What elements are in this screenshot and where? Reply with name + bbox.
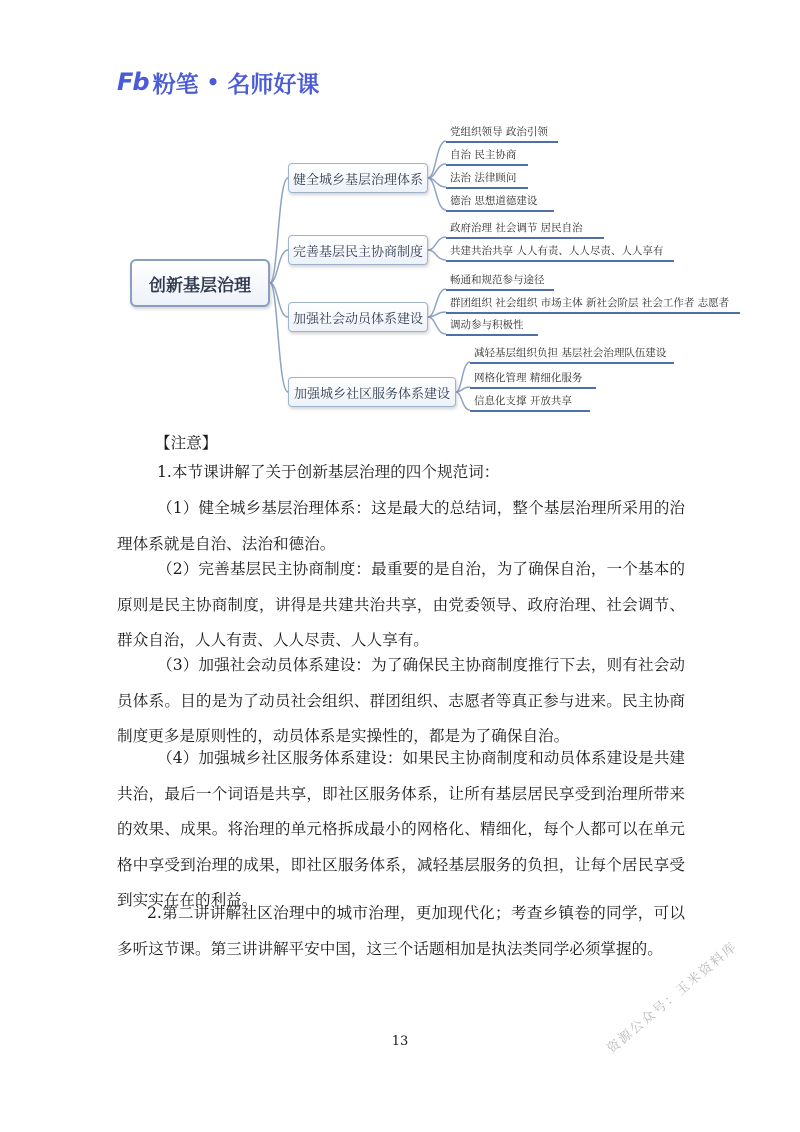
mind-map-connectors [0,0,800,430]
logo-slogan: 名师好课 [227,71,320,98]
mindmap-leaf: 畅通和规范参与途径 [446,273,554,291]
mindmap-leaf: 信息化支撑 开放共享 [470,394,590,412]
mindmap-leaf: 共建共治共享 人人有责、人人尽责、人人享有 [446,244,674,262]
notes-paragraph-2: （1）健全城乡基层治理体系：这是最大的总结词，整个基层治理所采用的治理体系就是自治、法治和德治。 [117,499,685,553]
connector-b3-l3 [428,317,446,334]
connector-root-branch-1 [270,178,288,283]
connector-b1-l1 [428,141,446,178]
notes-paragraph-3: （2）完善基层民主协商制度：最重要的是自治，为了确保自治，一个基本的原则是民主协商制度，讲得是共建共治共享，由党委领导、政府治理、社会调节、群众自治，人人有责、人人尽责、人人享有。 [117,560,685,649]
logo-separator: • [206,70,220,94]
connector-b4-l3 [456,392,470,410]
mindmap-branch-1: 健全城乡基层治理体系 [288,163,428,193]
connector-root-branch-4 [270,283,288,392]
notes-paragraph-6: 2.第二讲讲解社区治理中的城市治理，更加现代化；考查乡镇卷的同学，可以多听这节课。第三讲讲解平安中国，这三个话题相加是执法类同学必须掌握的。 [117,904,685,958]
logo-brand: 粉笔 [152,71,199,98]
mind-map [0,0,800,430]
mindmap-leaf: 调动参与积极性 [446,318,538,336]
mindmap-leaf: 群团组织 社会组织 市场主体 新社会阶层 社会工作者 志愿者 [446,296,740,314]
notes-heading: 【注意】 [155,434,218,452]
mindmap-leaf: 德治 思想道德建设 [446,194,554,212]
page-number: 13 [391,1034,409,1049]
watermark: 资源公众号：玉米资料库 [604,939,741,1057]
mindmap-leaf: 党组织领导 政治引领 [446,125,558,143]
mindmap-branch-2: 完善基层民主协商制度 [288,235,428,265]
notes-paragraph-5: （4）加强城乡社区服务体系建设：如果民主协商制度和动员体系建设是共建共治，最后一个词语是共享，即社区服务体系，让所有基层居民享受到治理所带来的效果、成果。将治理的单元格拆成最小的网格化、精细化，每个人都可以在单元格中享受到治理的成果，即社区服务体系，减轻基层服务的负担，让每个居民享受到实实在在的利益。 [117,749,685,909]
mindmap-branch-3: 加强社会动员体系建设 [288,302,428,332]
connector-b2-l1 [428,237,446,250]
mindmap-leaf: 政府治理 社会调节 居民自治 [446,221,604,239]
notes-paragraph-4: （3）加强社会动员体系建设：为了确保民主协商制度推行下去，则有社会动员体系。目的是为了动员社会组织、群团组织、志愿者等真正参与进来。民主协商制度更多是原则性的，动员体系是实操性的，都是为了确保自治。 [117,656,685,745]
mindmap-root: 创新基层治理 [130,259,270,307]
notes-paragraph-1: 1.本节课讲解了关于创新基层治理的四个规范词： [157,463,500,481]
mindmap-leaf: 自治 民主协商 [446,148,528,166]
mindmap-leaf: 减轻基层组织负担 基层社会治理队伍建设 [470,346,674,364]
connector-b2-l2 [428,250,446,260]
mindmap-leaf: 法治 法律顾问 [446,171,528,189]
mindmap-leaf: 网格化管理 精细化服务 [470,371,596,389]
logo-mark: Fb [117,68,149,96]
mindmap-branch-4: 加强城乡社区服务体系建设 [288,377,456,407]
